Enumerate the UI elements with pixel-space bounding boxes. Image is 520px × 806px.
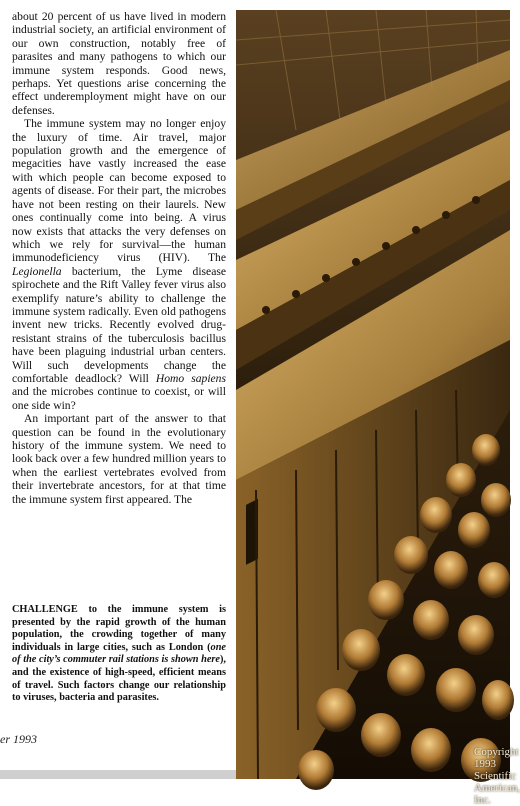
paragraph-1 [12,10,226,117]
caption-lead: CHALLENGE to the immune system is presented by the rapid growth of the human population, the crowding together of many individuals in large cities, such as London ( [12,604,226,653]
caption-italic: one of the city’s commuter rail stations is shown here [12,641,226,666]
body-text-column [12,10,226,506]
paragraph-2-part-c: and the microbes continue to coexist, or will one side win? [12,385,226,412]
paragraph-3-text: An important part of the answer to that question can be found in the evolutionary history of the immune system. We need to look back over a few hundred million years to when the earliest vertebrates evolved from their invertebrate ancestors, for at that time the immune system first appeared. The [12,412,226,506]
homo-sapiens-term: Homo sapiens [155,371,226,385]
paragraph-2 [12,117,226,412]
copyright-notice: Copyright 1993 Scientific American, Inc. [474,746,520,806]
page-folio: er 1993 [0,732,37,746]
caption-tail: ), and the existence of high-speed, efficient means of travel. Such factors change our relationship to viruses, bacteria and parasites. [12,654,226,704]
commuter-station-photo [236,10,520,806]
paragraph-2-part-a: The immune system may no longer enjoy the luxury of time. Air travel, major population growth and the emergence of megacities have vastly increased the ease with which people can become exposed to agents of disease. For their part, the microbes have not been resting on their laurels. New ones continually come into being. A virus now exists that attacks the very defenses on which we rely for survival—the human immunodeficiency virus (HIV). The [12,117,226,265]
paragraph-3 [12,412,226,506]
page-bottom-margin [0,770,236,779]
photo-illustration [236,10,510,779]
paragraph-1-text: about 20 percent of us have lived in modern industrial society, an artificial environment of our own construction, notably free of parasites and many pathogens to which our immune system responds. Good news, perhaps. Yet questions arise concerning the effect underemployment might have on our defenses. [12,10,226,117]
legionella-term: Legionella [12,264,62,278]
paragraph-2-part-b: bacterium, the Lyme disease spirochete and the Rift Valley fever virus also exemplify nature’s ability to challenge the immune system radically. Even old pathogens invent new tricks. Recently evolved drug-resistant strains of the tuberculosis bacillus have been plaguing industrial urban centers. Will such developments change the comfortable deadlock? Will [12,264,226,385]
figure-caption [12,604,226,705]
